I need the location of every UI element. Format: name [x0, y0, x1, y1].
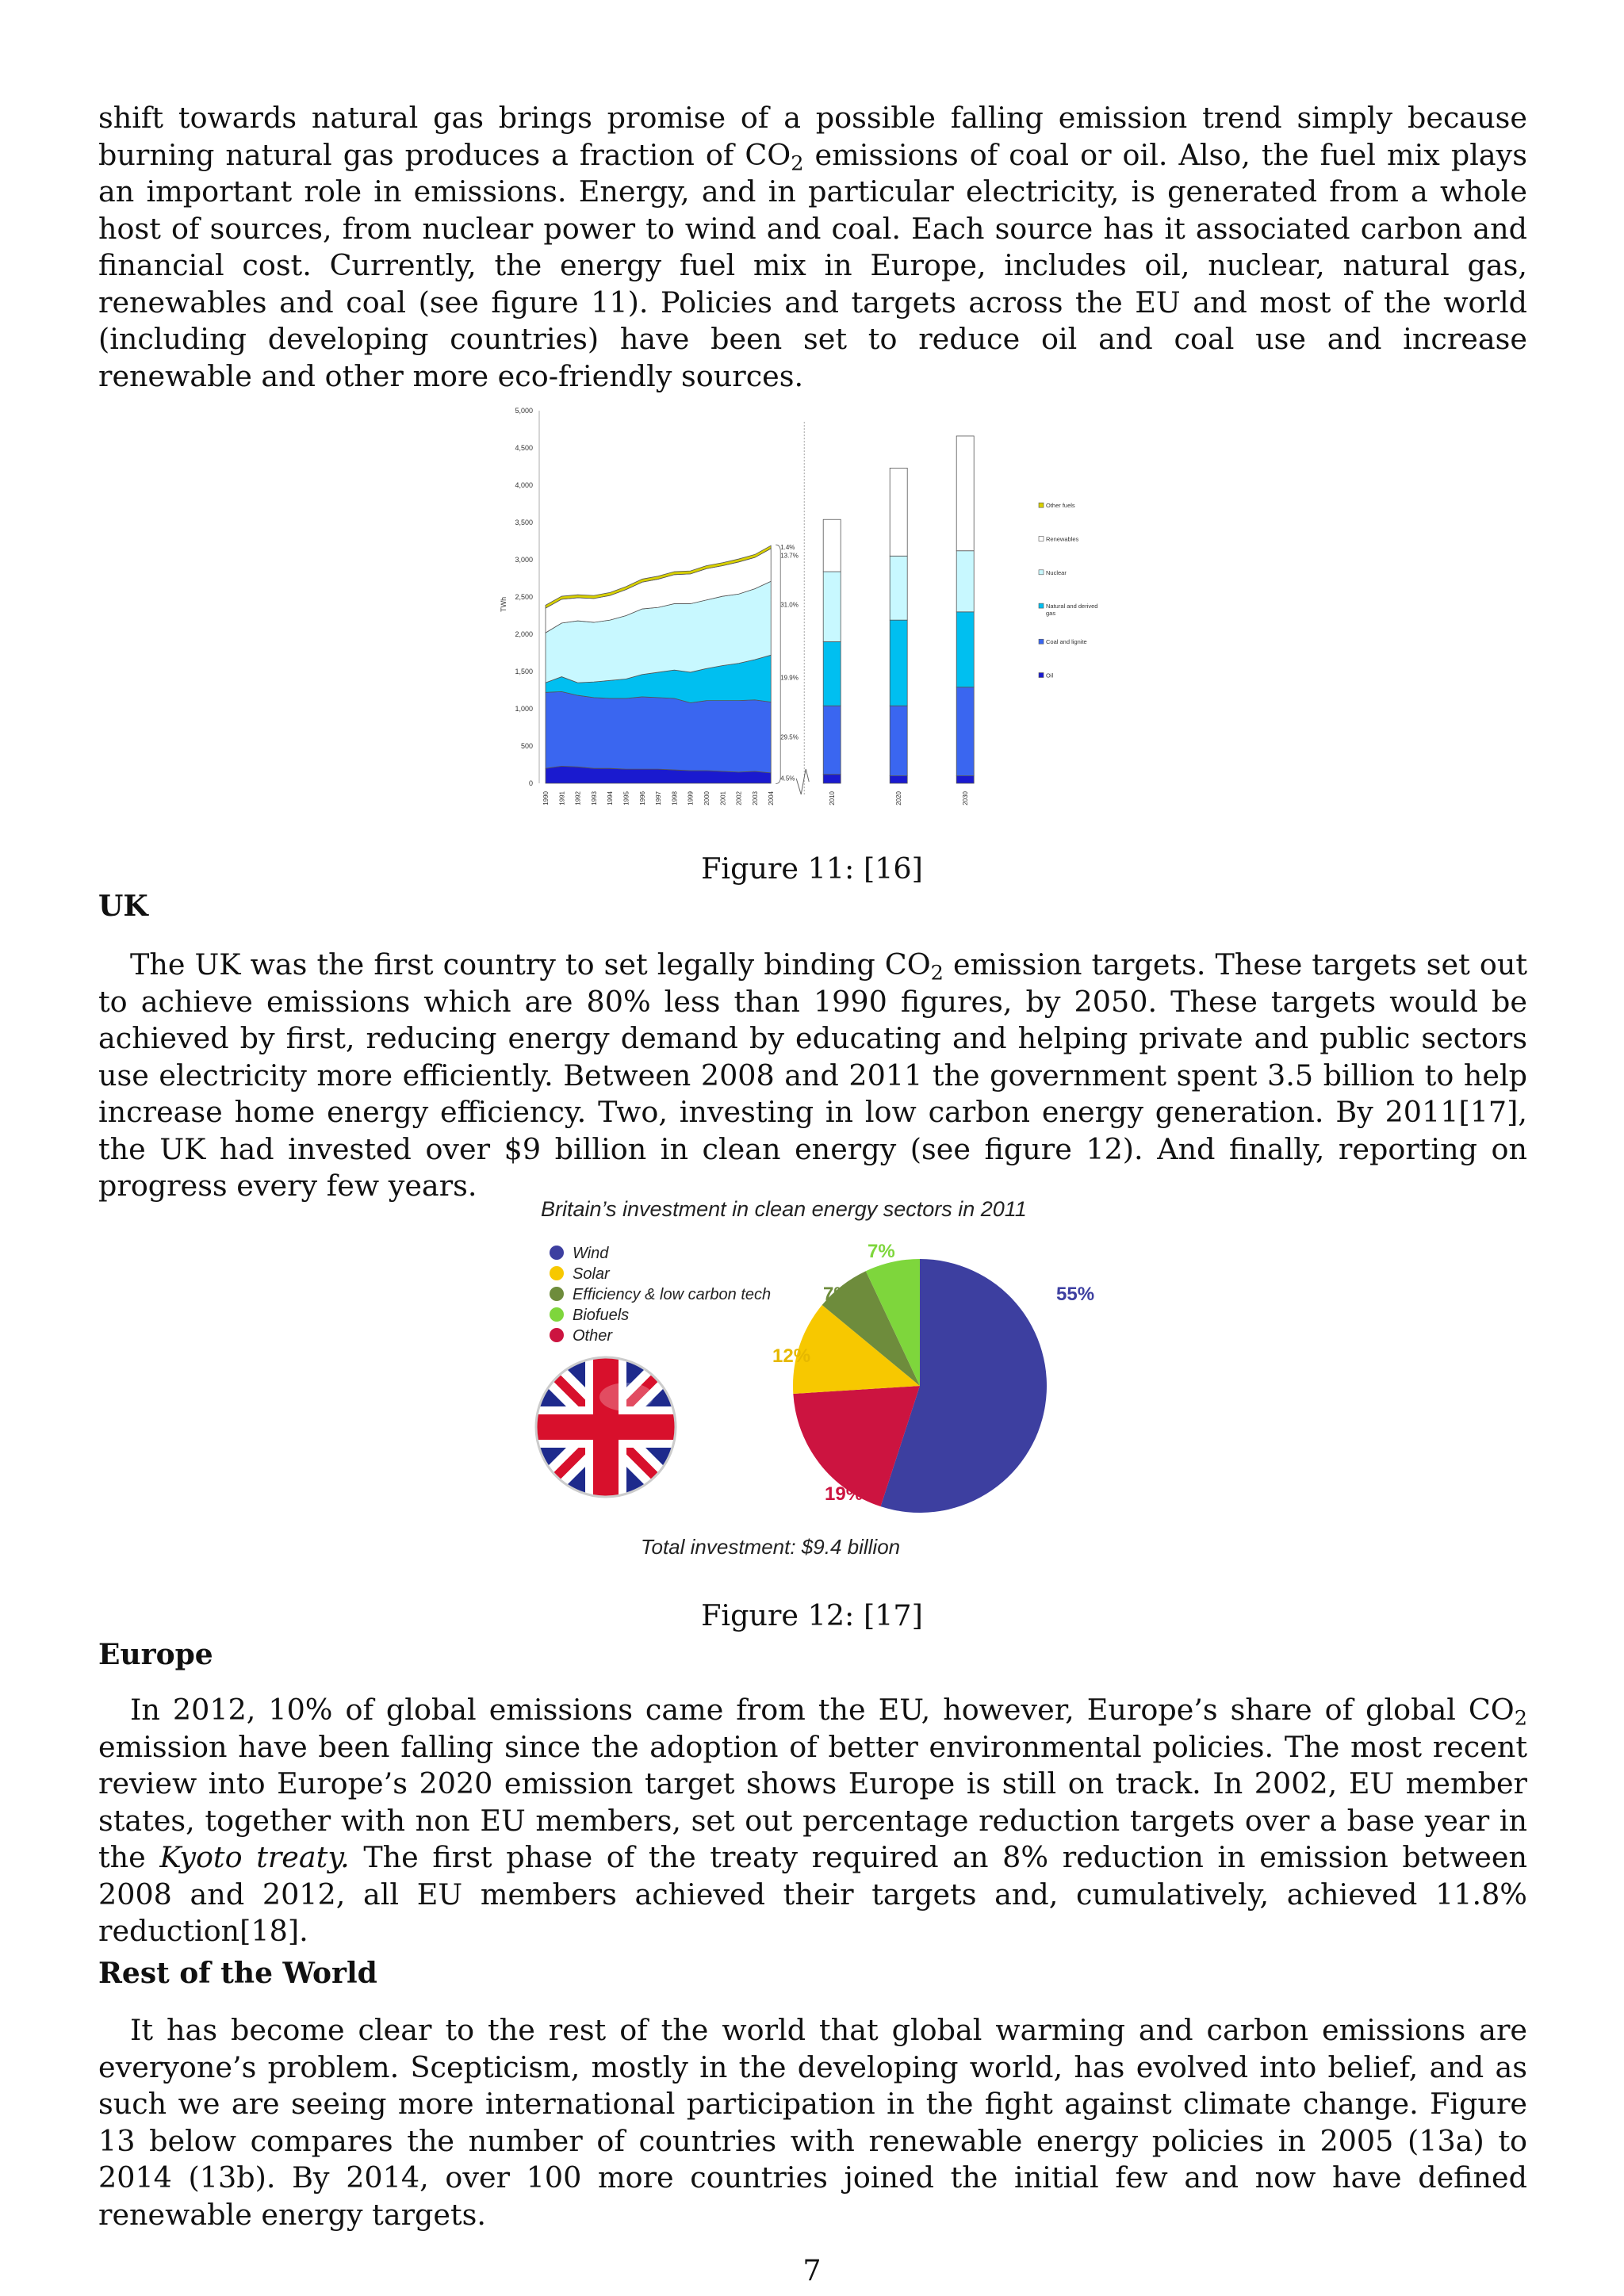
x-tick-label: 1998: [671, 791, 679, 806]
projection-bar-segment-nuclear: [890, 556, 907, 620]
figure-11-caption: Figure 11: [16]: [701, 851, 923, 886]
y-tick-label: 1,500: [515, 668, 533, 675]
section-heading-europe: Europe: [98, 1638, 213, 1671]
figure-12-caption: Figure 12: [17]: [701, 1598, 923, 1632]
y-tick-label: 500: [520, 742, 533, 750]
y-tick-label: 5,000: [515, 407, 533, 415]
axis-break-mark: [796, 769, 809, 794]
legend-label: Efficiency & low carbon tech: [573, 1286, 772, 1303]
projection-bar-segment-coal-and-lignite: [823, 706, 841, 774]
section-heading-uk: UK: [98, 890, 148, 923]
pie-slice-label: 55%: [1056, 1284, 1094, 1305]
x-tick-label: 1995: [622, 791, 630, 806]
x-tick-label: 1997: [655, 791, 663, 806]
x-tick-label: 1996: [638, 791, 646, 806]
y-tick-label: 3,500: [515, 519, 533, 526]
projection-bar-segment-renewables: [890, 468, 907, 556]
x-tick-label: 1992: [574, 791, 582, 806]
legend-swatch: [1039, 603, 1044, 608]
projection-bar-segment-nuclear: [823, 572, 841, 641]
x-tick-label: 1991: [558, 791, 566, 806]
intro-paragraph: shift towards natural gas brings promise of a possible falling emission trend simply because burning natural gas produces a fraction of $CO_2$ emissions of coal or oil. Also, the fuel mix plays an important role in emissions. Energy, and in particular electricity, is generated from a whole host of sources, from nuclear power to wind and coal. Each source has it associated carbon and financial cost. Currently, the energy fuel mix in Europe, includes oil, nuclear, natural gas, renewables and coal (see figure 11). Policies and targets across the EU and most of the world (including developing countries) have been set to reduce oil and coal use and increase renewable and other more eco-friendly sources.: [98, 101, 1527, 393]
share-label-2004: 19.9%: [780, 674, 799, 682]
projection-bar-segment-oil: [956, 776, 974, 783]
uk-paragraph: The UK was the first country to set legally binding $CO_2$ emission targets. These targets set out to achieve emissions which are 80% less than 1990 figures, by 2050. These targets would be achieved by first, reducing energy demand by educating and helping private and public sectors use electricity more efficiently. Between 2008 and 2011 the government spent 3.5 billion to help increase home energy efficiency. Two, investing in low carbon energy generation. By 2011[17], the UK had invested over $9 billion in clean energy (see figure 12). And finally, reporting on progress every few years.: [98, 947, 1528, 1203]
y-axis-label: TWh: [500, 596, 508, 612]
legend-dot: [550, 1287, 564, 1301]
projection-bar-segment-natural-and-derived-gas: [823, 641, 841, 706]
legend-swatch: [1039, 673, 1044, 678]
pie-slice-label: 19%: [825, 1483, 864, 1505]
figure-12-investment-pie-chart: [523, 1189, 1094, 1570]
x-tick-label: 2004: [768, 791, 776, 806]
x-tick-label: 2003: [751, 791, 759, 806]
figure-11-energy-mix-chart: [492, 396, 1126, 825]
x-tick-label: 1994: [607, 791, 615, 806]
legend-dot: [550, 1246, 564, 1260]
legend-swatch: [1039, 570, 1044, 575]
share-bracket: [776, 545, 780, 783]
x-tick-label: 1993: [590, 791, 598, 806]
share-label-2004: 1.4%: [780, 544, 795, 552]
legend-label: Renewables: [1046, 535, 1079, 543]
pie-subtitle: Total investment: $9.4 billion: [641, 1535, 901, 1559]
legend-label: Nuclear: [1046, 568, 1067, 576]
legend-label: Solar: [573, 1265, 610, 1283]
legend-dot: [550, 1328, 564, 1342]
projection-bar-segment-renewables: [956, 436, 974, 551]
legend-swatch: [1039, 537, 1044, 541]
projection-bar-segment-oil: [823, 775, 841, 783]
projection-bar-segment-coal-and-lignite: [956, 687, 974, 776]
x-tick-label: 1999: [687, 791, 695, 806]
europe-paragraph: In 2012, 10% of global emissions came from the EU, however, Europe’s share of global $CO_2$ emission have been falling since the adoption of better environmental policies. The most recent review into Europe’s 2020 emission target shows Europe is still on track. In 2002, EU member states, together with non EU members, set out percentage reduction targets over a base year in the Kyoto treaty. The first phase of the treaty required an 8% reduction in emission between 2008 and 2012, all EU members achieved their targets and, cumulatively, achieved 11.8% reduction[18].: [98, 1693, 1527, 1948]
rest-of-world-paragraph: It has become clear to the rest of the world that global warming and carbon emissions are everyone’s problem. Scepticism, mostly in the developing world, has evolved into belief, and as such we are seeing more international participation in the fight against climate change. Figure 13 below compares the number of countries with renewable energy policies in 2005 (13a) to 2014 (13b). By 2014, over 100 more countries joined the initial few and now have defined renewable energy targets.: [98, 2013, 1527, 2232]
x-tick-label: 2002: [735, 791, 743, 806]
projection-bar-segment-renewables: [823, 519, 841, 572]
projection-bar-segment-coal-and-lignite: [890, 706, 907, 775]
y-tick-label: 3,000: [515, 556, 533, 564]
legend-label: Wind: [573, 1245, 609, 1262]
y-tick-label: 4,000: [515, 481, 533, 489]
x-tick-label: 2001: [719, 791, 727, 806]
projection-x-label: 2020: [895, 791, 903, 806]
section-heading-rest-of-world: Rest of the World: [98, 1957, 377, 1990]
page-number: 7: [802, 2253, 822, 2287]
legend-label: Oil: [1046, 672, 1054, 679]
projection-bar-segment-nuclear: [956, 551, 974, 612]
x-tick-label: 1990: [542, 791, 550, 806]
share-label-2004: 13.7%: [780, 552, 799, 560]
legend-swatch: [1039, 639, 1044, 644]
y-tick-label: 2,500: [515, 593, 533, 601]
projection-bar-segment-natural-and-derived-gas: [890, 620, 907, 706]
projection-x-label: 2010: [829, 791, 837, 806]
projection-bar-segment-oil: [890, 776, 907, 783]
flag-cross-red: [593, 1356, 619, 1498]
legend-label: Coal and lignite: [1046, 638, 1087, 646]
pie-title: Britain’s investment in clean energy sectors in 2011: [541, 1197, 1027, 1221]
area-series-coal-and-lignite: [546, 691, 771, 772]
projection-bar-segment-natural-and-derived-gas: [956, 612, 974, 687]
y-tick-label: 0: [528, 779, 533, 787]
legend-label: Other fuels: [1046, 502, 1075, 510]
pie-slice-label: 7%: [823, 1284, 851, 1305]
legend-dot: [550, 1307, 564, 1322]
legend-label: Natural and derived: [1046, 603, 1098, 610]
legend-label: gas: [1046, 610, 1056, 618]
y-tick-label: 4,500: [515, 444, 533, 452]
y-tick-label: 1,000: [515, 705, 533, 713]
legend-swatch: [1039, 503, 1044, 507]
pie-slice-label: 12%: [772, 1345, 811, 1367]
union-jack-badge: [534, 1356, 677, 1498]
projection-x-label: 2030: [962, 791, 970, 806]
y-tick-label: 2,000: [515, 630, 533, 638]
legend-label: Other: [573, 1327, 613, 1345]
pie-slice-label: 7%: [868, 1241, 895, 1262]
share-label-2004: 29.5%: [780, 733, 799, 741]
legend-label: Biofuels: [573, 1307, 630, 1324]
share-label-2004: 4.5%: [780, 775, 795, 783]
legend-dot: [550, 1266, 564, 1280]
badge-gloss: [599, 1383, 653, 1411]
share-label-2004: 31.0%: [780, 601, 799, 609]
x-tick-label: 2000: [703, 791, 710, 806]
